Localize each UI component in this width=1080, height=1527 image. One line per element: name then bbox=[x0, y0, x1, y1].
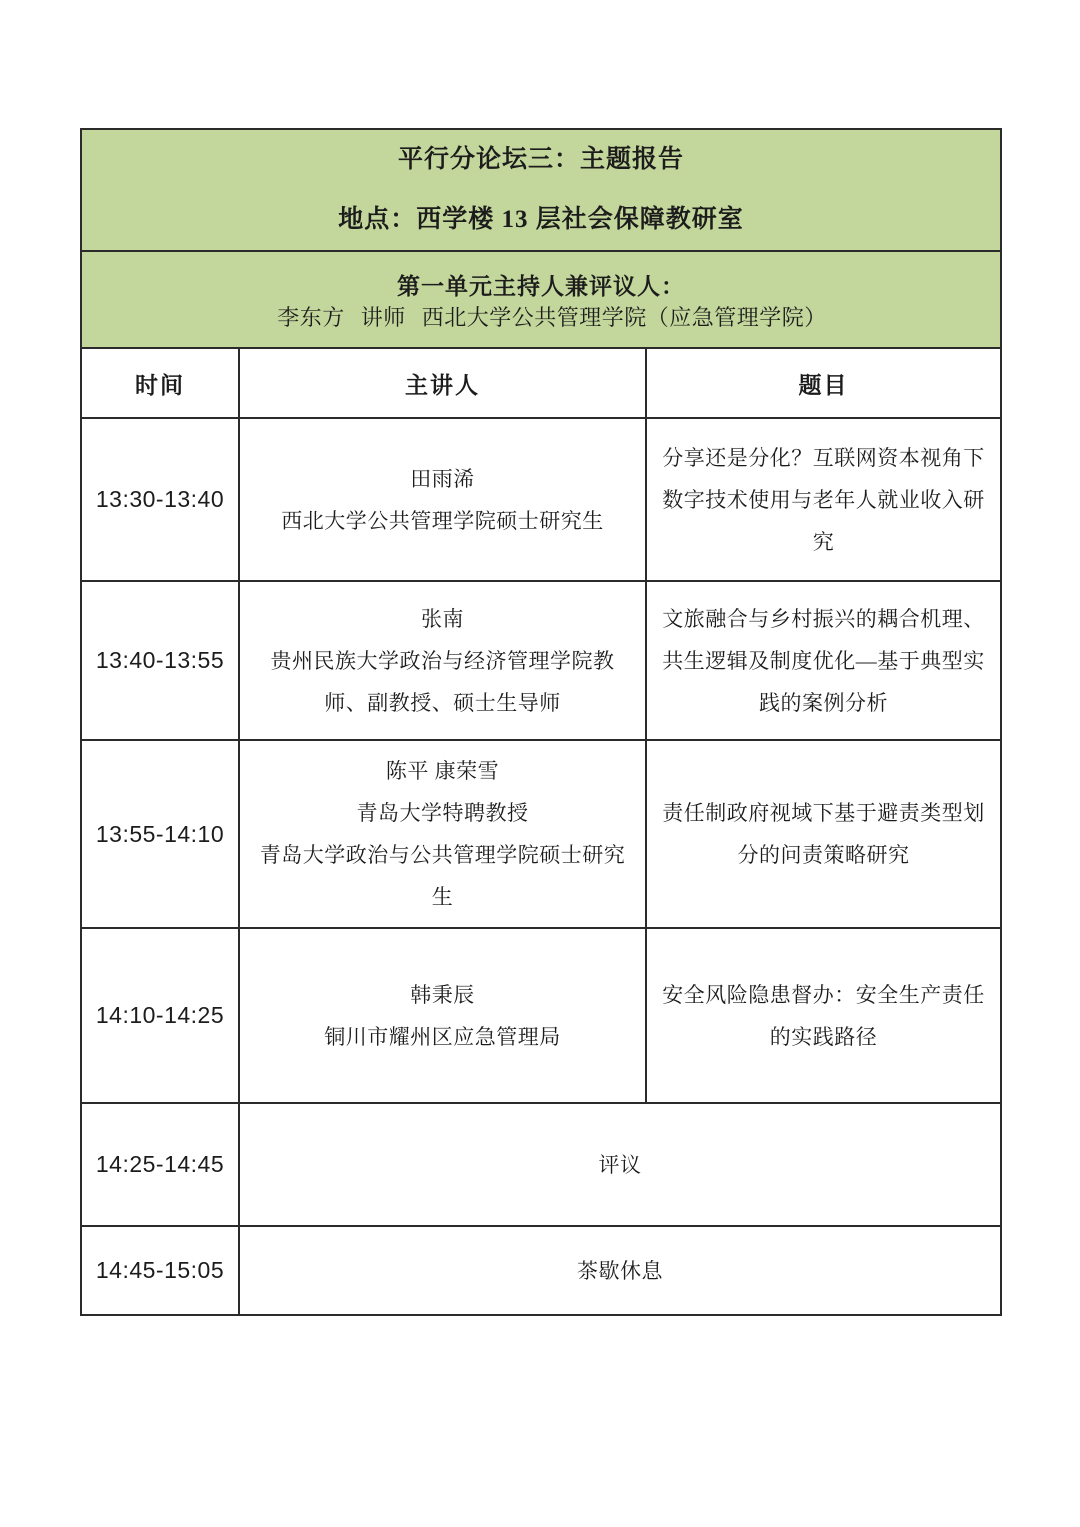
speaker-name: 田雨浠 bbox=[410, 466, 475, 491]
topic-cell: 文旅融合与乡村振兴的耦合机理、共生逻辑及制度优化—基于典型实践的案例分析 bbox=[646, 581, 1001, 740]
session-host-label: 第一单元主持人兼评议人： bbox=[397, 273, 685, 299]
forum-banner-row bbox=[81, 129, 1001, 251]
topic-cell: 分享还是分化？互联网资本视角下数字技术使用与老年人就业收入研究 bbox=[646, 418, 1001, 581]
speaker-name: 张南 bbox=[421, 606, 464, 631]
speaker-cell bbox=[239, 740, 646, 928]
forum-banner-cell bbox=[81, 129, 1001, 251]
col-header-speaker: 主讲人 bbox=[239, 348, 646, 418]
forum-title: 平行分论坛三：主题报告 bbox=[397, 146, 684, 173]
col-header-topic: 题目 bbox=[646, 348, 1001, 418]
col-header-time: 时间 bbox=[81, 348, 239, 418]
discussion-cell: 评议 bbox=[239, 1103, 1001, 1226]
session-host-row bbox=[81, 251, 1001, 348]
time-cell: 14:45-15:05 bbox=[81, 1226, 239, 1315]
speaker-name: 陈平 康荣雪 bbox=[385, 759, 500, 783]
table-row bbox=[81, 740, 1001, 928]
table-row-tea-break bbox=[81, 1226, 1001, 1315]
time-cell: 13:55-14:10 bbox=[81, 740, 239, 928]
forum-schedule-table bbox=[80, 128, 1002, 1316]
time-cell: 14:10-14:25 bbox=[81, 928, 239, 1103]
tea-break-cell: 茶歇休息 bbox=[239, 1226, 1001, 1315]
table-row bbox=[81, 928, 1001, 1103]
speaker-affiliation: 贵州民族大学政治与经济管理学院教师、副教授、硕士生导师 bbox=[270, 648, 615, 715]
table-row bbox=[81, 581, 1001, 740]
speaker-cell bbox=[239, 928, 646, 1103]
time-cell: 13:30-13:40 bbox=[81, 418, 239, 581]
speaker-affiliation: 青岛大学政治与公共管理学院硕士研究生 bbox=[259, 843, 626, 909]
table-header-row bbox=[81, 348, 1001, 418]
time-cell: 13:40-13:55 bbox=[81, 581, 239, 740]
speaker-name: 韩秉辰 bbox=[410, 982, 475, 1007]
time-cell: 14:25-14:45 bbox=[81, 1103, 239, 1226]
session-host-value: 李东方 讲师 西北大学公共管理学院（应急管理学院） bbox=[277, 304, 827, 330]
speaker-affiliation: 铜川市耀州区应急管理局 bbox=[324, 1024, 561, 1049]
session-host-cell bbox=[81, 251, 1001, 348]
table-row-discussion bbox=[81, 1103, 1001, 1226]
forum-location: 地点：西学楼 13 层社会保障教研室 bbox=[338, 206, 744, 233]
speaker-cell bbox=[239, 418, 646, 581]
speaker-title: 青岛大学特聘教授 bbox=[356, 801, 529, 825]
table-row bbox=[81, 418, 1001, 581]
topic-cell: 安全风险隐患督办：安全生产责任的实践路径 bbox=[646, 928, 1001, 1103]
speaker-affiliation: 西北大学公共管理学院硕士研究生 bbox=[281, 508, 604, 533]
topic-cell: 责任制政府视域下基于避责类型划分的问责策略研究 bbox=[646, 740, 1001, 928]
speaker-cell bbox=[239, 581, 646, 740]
